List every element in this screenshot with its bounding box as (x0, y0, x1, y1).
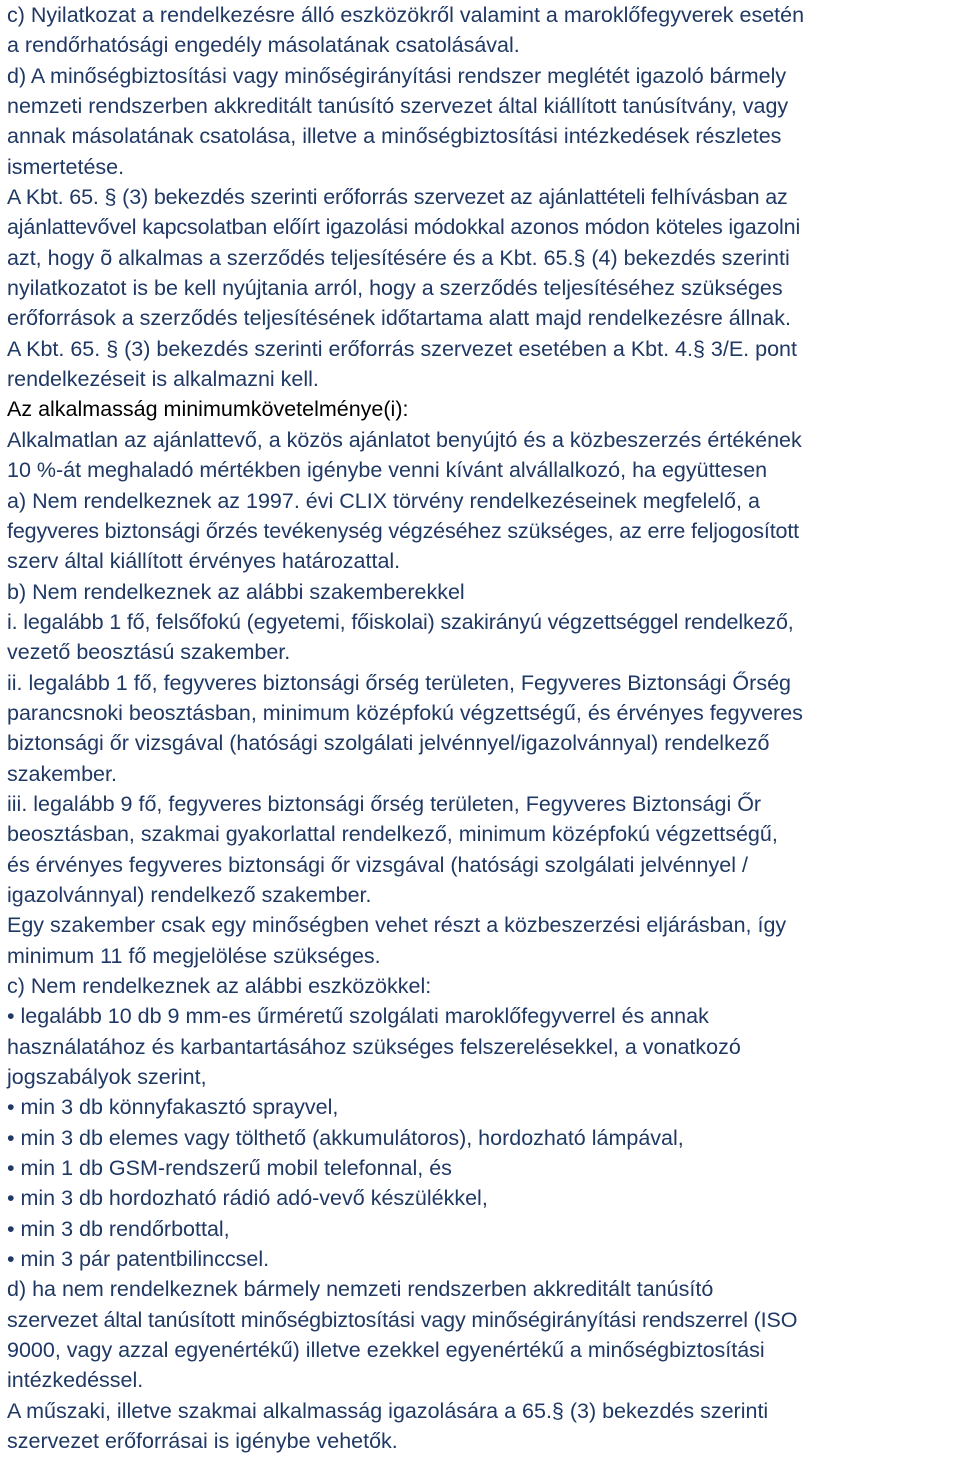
paragraph-line: rendelkezéseit is alkalmazni kell. (7, 367, 319, 392)
paragraph-line: ajánlattevővel kapcsolatban előírt igazolási módokkal azonos módon köteles igazolni (7, 215, 801, 240)
paragraph-line: azt, hogy õ alkalmas a szerződés teljesítésére és a Kbt. 65.§ (4) bekezdés szerinti (7, 245, 790, 270)
paragraph-line: c) Nyilatkozat a rendelkezésre álló eszközökről valamint a maroklőfegyverek esetén (7, 3, 805, 27)
body-line: parancsnoki beosztásban, minimum középfokú végzettségű, és érvényes fegyveres (7, 700, 803, 725)
body-line: d) ha nem rendelkeznek bármely nemzeti rendszerben akkreditált tanúsító (7, 1277, 714, 1302)
document-page (7, 0, 957, 1457)
body-line: jogszabályok szerint, (7, 1065, 207, 1090)
body-line: és érvényes fegyveres biztonsági őr vizsgával (hatósági szolgálati jelvénnyel / (7, 852, 748, 877)
paragraph-line: nyilatkozatot is be kell nyújtania arról, hogy a szerződés teljesítéséhez szükséges (7, 276, 783, 301)
body-line: c) Nem rendelkeznek az alábbi eszközökkel: (7, 974, 432, 998)
body-line: beosztásban, szakmai gyakorlattal rendelkező, minimum középfokú végzettségű, (7, 822, 778, 847)
body-line: szervezet erőforrásai is igénybe vehetők. (7, 1429, 398, 1454)
body-line: Egy szakember csak egy minőségben vehet részt a közbeszerzési eljárásban, így (7, 913, 787, 938)
body-line: Alkalmatlan az ajánlattevő, a közös ajánlatot benyújtó és a közbeszerzés értékének (7, 427, 802, 452)
body-line: 10 %-át meghaladó mértékben igénybe venni kívánt alvállalkozó, ha együttesen (7, 458, 768, 483)
paragraph-line: erőforrások a szerződés teljesítésének időtartama alatt majd rendelkezésre állnak. (7, 306, 791, 331)
body-line: i. legalább 1 fő, felsőfokú (egyetemi, főiskolai) szakirányú végzettséggel rendelkező, (7, 609, 794, 634)
list-item: • min 3 db rendőrbottal, (7, 1216, 230, 1241)
body-line: ii. legalább 1 fő, fegyveres biztonsági őrség területen, Fegyveres Biztonsági Őrség (7, 670, 791, 695)
body-line: vezető beosztású szakember. (7, 640, 291, 665)
body-line: intézkedéssel. (7, 1368, 144, 1393)
paragraph-line: annak másolatának csatolása, illetve a minőségbiztosítási intézkedések részletes (7, 124, 782, 149)
list-item: • min 3 db könnyfakasztó sprayvel, (7, 1095, 339, 1120)
body-line: szerv által kiállított érvényes határozattal. (7, 549, 401, 574)
body-line: 9000, vagy azzal egyenértékű) illetve ezekkel egyenértékű a minőségbiztosítási (7, 1338, 765, 1363)
body-line: a) Nem rendelkeznek az 1997. évi CLIX törvény rendelkezéseinek megfelelő, a (7, 488, 760, 513)
body-line: A műszaki, illetve szakmai alkalmasság igazolására a 65.§ (3) bekezdés szerinti (7, 1398, 769, 1423)
body-line: szakember. (7, 761, 117, 786)
list-item: • legalább 10 db 9 mm-es űrméretű szolgálati maroklőfegyverrel és annak (7, 1004, 709, 1029)
body-line: igazolvánnyal) rendelkező szakember. (7, 882, 372, 907)
list-item: • min 3 pár patentbilinccsel. (7, 1247, 270, 1272)
body-line: biztonsági őr vizsgával (hatósági szolgálati jelvénnyel/igazolvánnyal) rendelkező (7, 731, 770, 756)
section-heading: Az alkalmasság minimumkövetelménye(i): (7, 397, 409, 422)
body-line: b) Nem rendelkeznek az alábbi szakemberekkel (7, 579, 465, 604)
paragraph-line: d) A minőségbiztosítási vagy minőségirányítási rendszer meglétét igazoló bármely (7, 63, 787, 88)
body-line: használatához és karbantartásához szükséges felszerelésekkel, a vonatkozó (7, 1034, 741, 1059)
list-item: • min 3 db elemes vagy tölthető (akkumulátoros), hordozható lámpával, (7, 1125, 684, 1150)
list-item: • min 1 db GSM-rendszerű mobil telefonnal, és (7, 1156, 452, 1181)
paragraph-line: nemzeti rendszerben akkreditált tanúsító szervezet által kiállított tanúsítvány, vagy (7, 94, 789, 119)
paragraph-line: A Kbt. 65. § (3) bekezdés szerinti erőforrás szervezet esetében a Kbt. 4.§ 3/E. pont (7, 336, 797, 361)
body-line: minimum 11 fő megjelölése szükséges. (7, 943, 381, 968)
body-line: szervezet által tanúsított minőségbiztosítási vagy minőségirányítási rendszerrel (ISO (7, 1307, 798, 1332)
paragraph-line: ismertetése. (7, 154, 125, 179)
list-item: • min 3 db hordozható rádió adó-vevő készülékkel, (7, 1186, 488, 1211)
body-line: fegyveres biztonsági őrzés tevékenység végzéséhez szükséges, az erre feljogosított (7, 518, 799, 543)
paragraph-line: A Kbt. 65. § (3) bekezdés szerinti erőforrás szervezet az ajánlattételi felhívásban az (7, 185, 788, 210)
paragraph-line: a rendőrhatósági engedély másolatának csatolásával. (7, 33, 520, 58)
body-line: iii. legalább 9 fő, fegyveres biztonsági őrség területen, Fegyveres Biztonsági Őr (7, 791, 762, 816)
